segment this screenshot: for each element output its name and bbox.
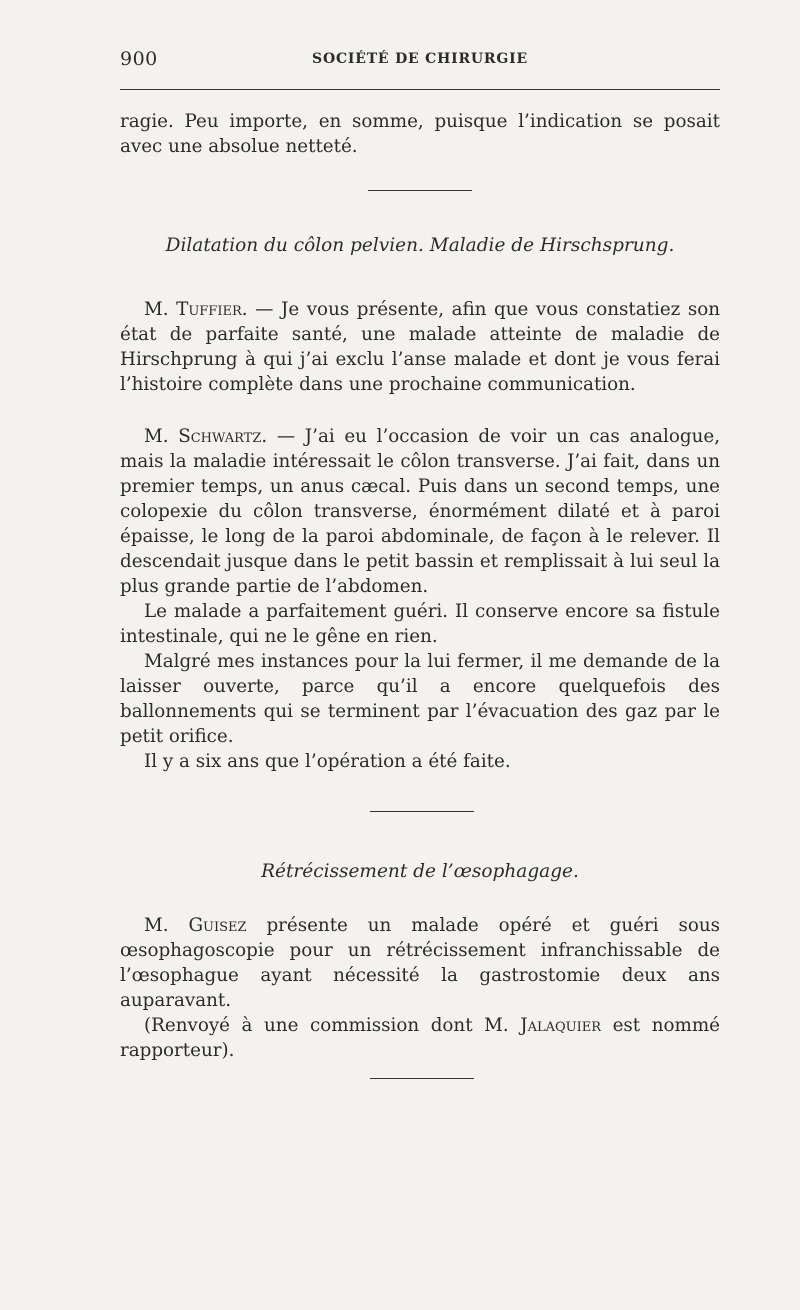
renvoye-before: (Renvoyé à une commission dont M. [144, 1015, 509, 1036]
section-separator [370, 811, 474, 812]
schwartz-text: — J’ai eu l’occasion de voir un cas analogue, mais la maladie intéressait le côlon transverse. J’ai fait, dans un premier temps, un anus cæcal. Puis dans un second temps, une colopexie du côlon transverse, énormément dilaté et à paroi épaisse, le long de la paroi abdominale, de façon à le relever. Il descendait jusque dans le petit bassin et remplissait à lui seul la plus grande partie de l’abdomen. [120, 426, 721, 597]
section-title-oesophagage: Rétrécissement de l’œsophagage. [261, 861, 579, 882]
speaker-name-tuffier: Tuffier. [176, 299, 248, 320]
speaker-prefix: M. [144, 426, 169, 447]
schwartz-paragraph-3: Malgré mes instances pour la lui fermer, il me demande de la laisser ouverte, parce qu’il a encore quelquefois des ballonnements qui se terminent par l’évacuation des gaz par le petit orifice. [120, 651, 720, 747]
schwartz-communication [120, 424, 720, 774]
section-separator [370, 1078, 474, 1079]
speaker-name-guisez: Guisez [188, 915, 247, 936]
opening-paragraph-block [120, 109, 720, 159]
speaker-name-schwartz: Schwartz. [178, 426, 268, 447]
page-header [120, 48, 720, 74]
schwartz-paragraph-2: Le malade a parfaitement guéri. Il conserve encore sa fistule intestinale, qui ne le gêne en rien. [120, 601, 720, 647]
renvoye-paragraph [120, 1013, 720, 1063]
running-head: SOCIÉTÉ DE CHIRURGIE [312, 51, 528, 67]
section-separator [368, 190, 472, 191]
guisez-paragraph [120, 913, 720, 1013]
tuffier-paragraph [120, 297, 720, 397]
page-number: 900 [120, 48, 158, 70]
header-rule [120, 89, 720, 90]
guisez-communication [120, 913, 720, 1063]
renvoye-after: est nommé rapporteur). [120, 1015, 721, 1061]
speaker-prefix: M. [144, 915, 169, 936]
guisez-text: présente un malade opéré et guéri sous œsophagoscopie pour un rétrécissement infranchissable de l’œsophague ayant nécessité la gastrostomie deux ans auparavant. [120, 915, 720, 1011]
section-title-part2: Maladie de Hirschsprung. [429, 235, 675, 256]
speaker-prefix: M. [144, 299, 169, 320]
section-title-part1: Dilatation du côlon pelvien. [165, 235, 424, 256]
tuffier-communication [120, 297, 720, 397]
opening-paragraph: ragie. Peu importe, en somme, puisque l’indication se posait avec une absolue netteté. [120, 111, 720, 157]
tuffier-text: — Je vous présente, afin que vous constatiez son état de parfaite santé, une malade atteinte de maladie de Hirschprung à qui j’ai exclu l’anse malade et dont je vous ferai l’histoire complète dans une prochaine communication. [120, 299, 721, 395]
section-title-hirschsprung [120, 235, 720, 256]
schwartz-paragraph-1 [120, 424, 720, 599]
schwartz-paragraph-4: Il y a six ans que l’opération a été faite. [144, 751, 511, 772]
rapporteur-name: Jalaquier [520, 1015, 602, 1036]
